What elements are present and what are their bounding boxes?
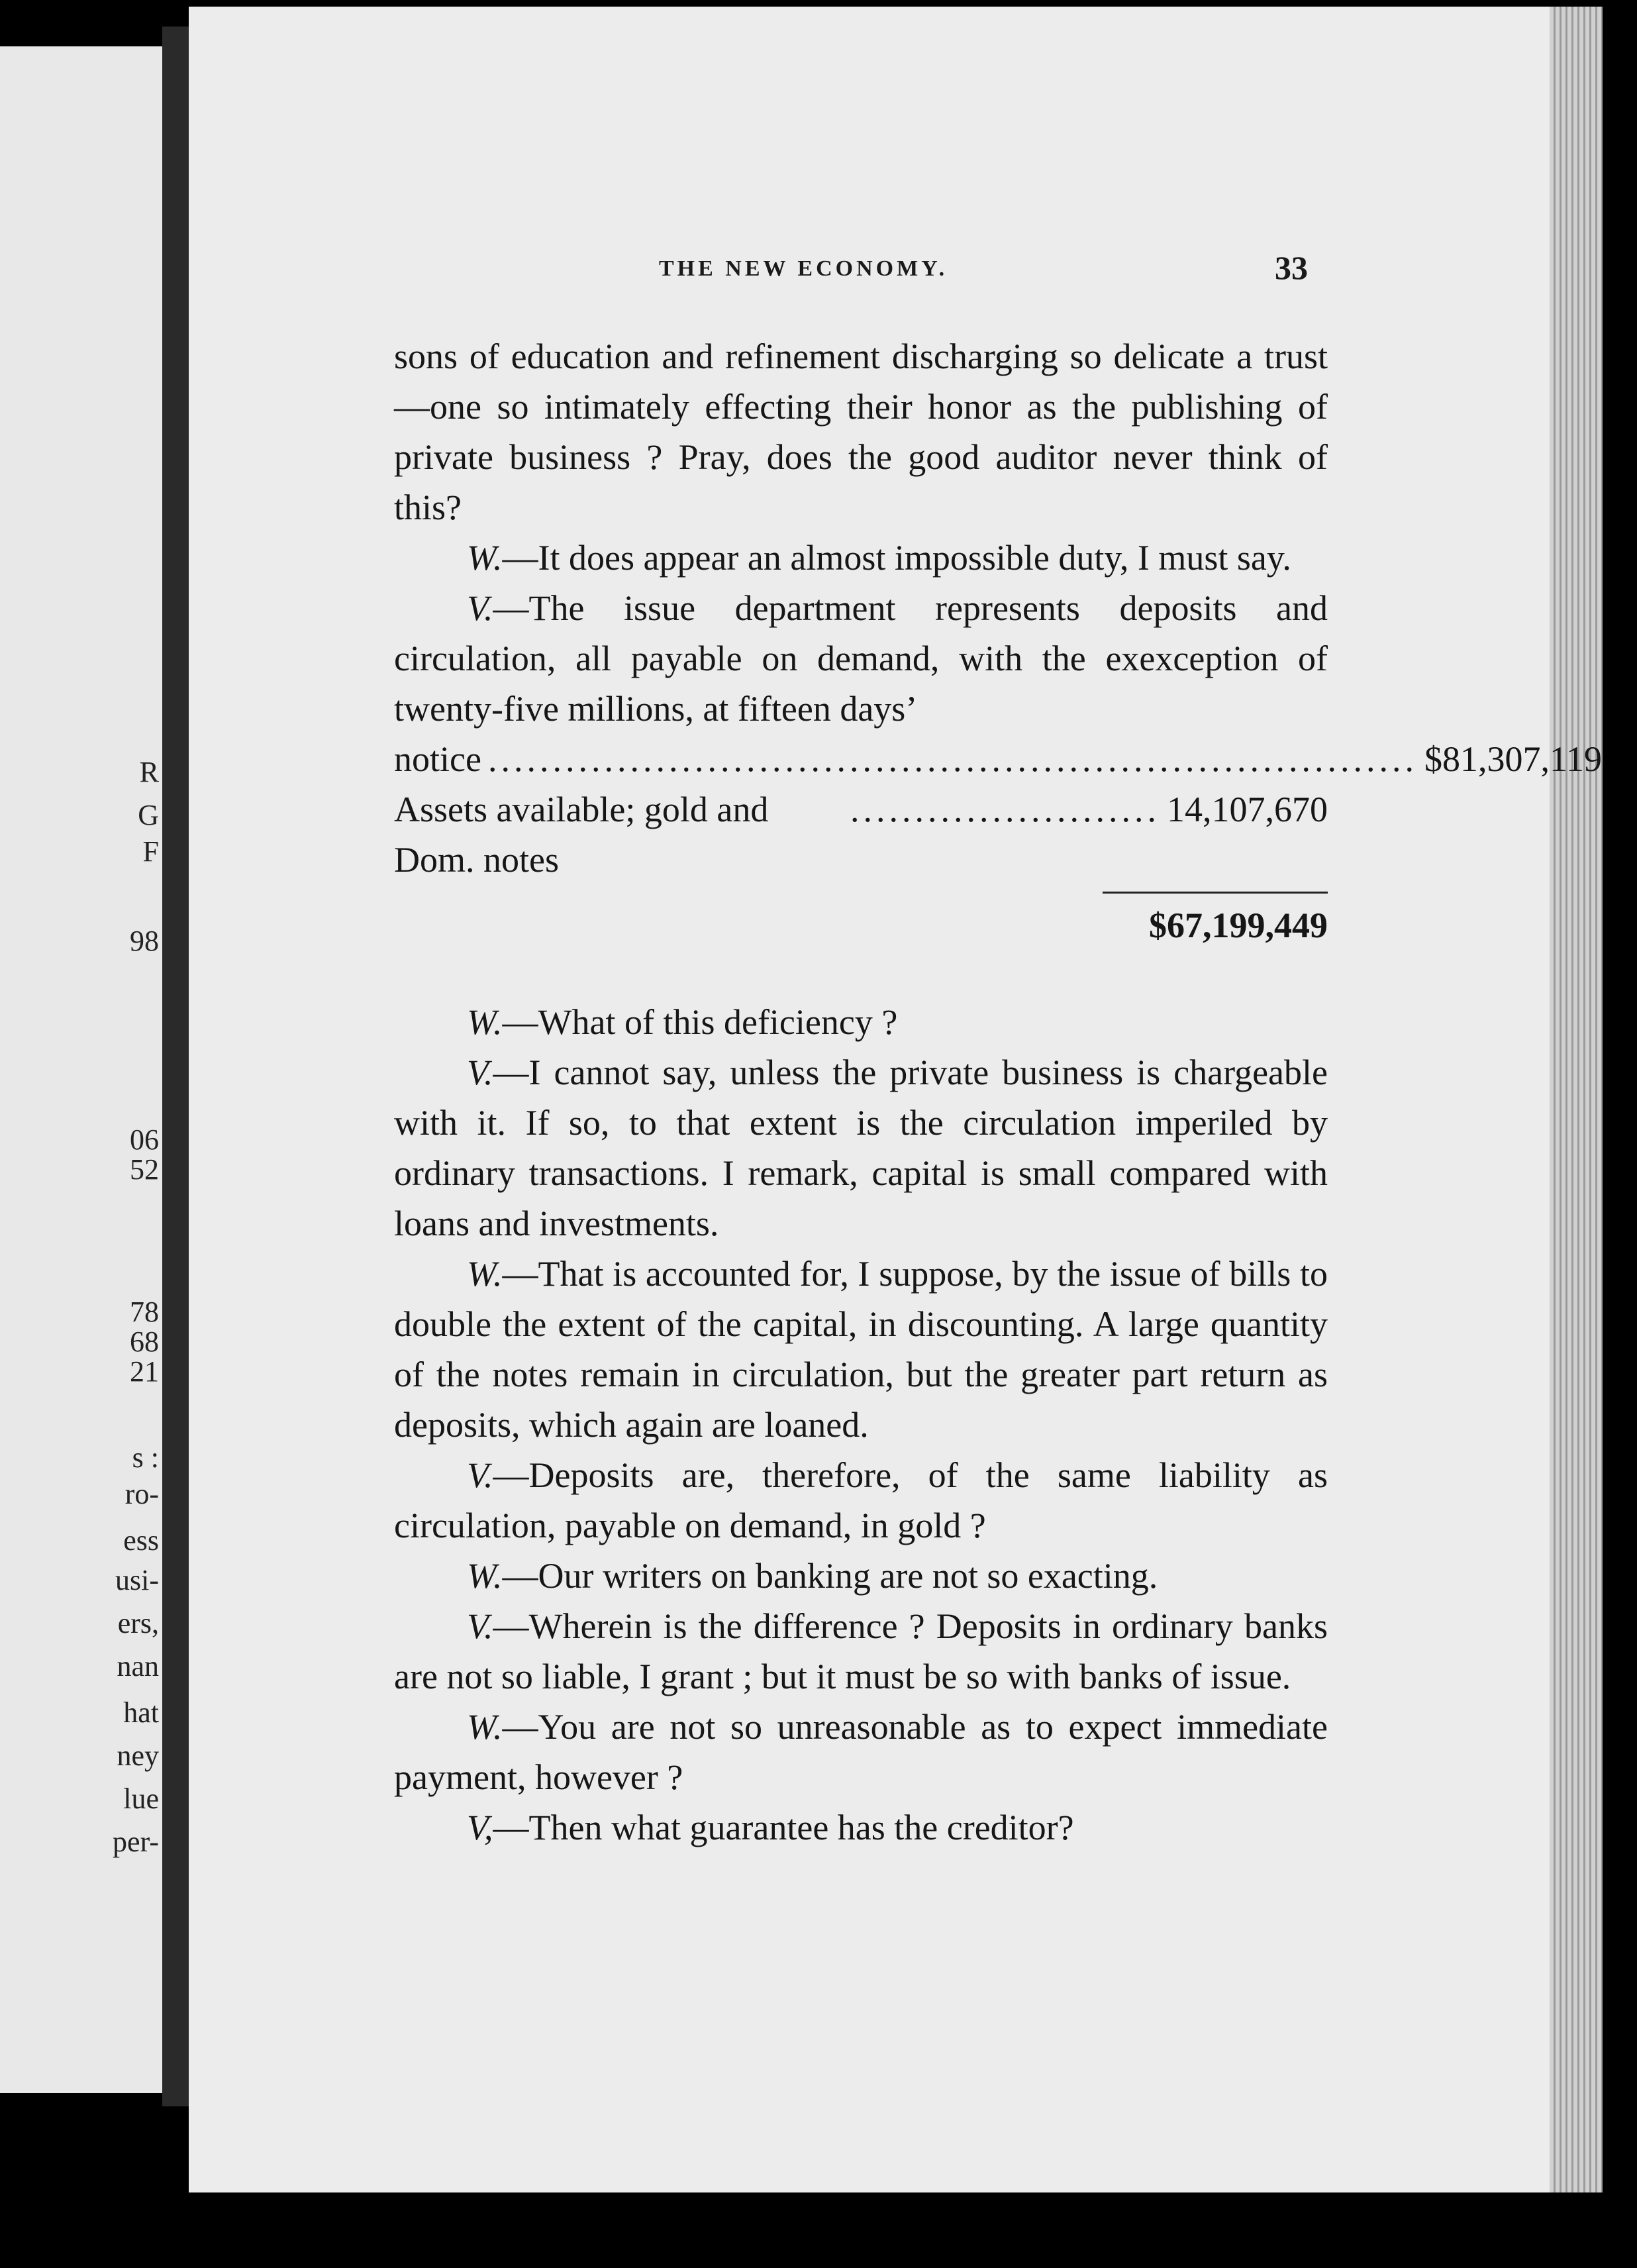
facing-page-fragment: usi- [115,1564,159,1596]
facing-page-fragment: G [138,799,159,831]
speaker-label: V. [467,1606,493,1646]
speaker-label: V. [467,1053,493,1092]
ledger-total: $67,199,449 [1149,905,1328,945]
ledger-amount: $81,307,119 [1424,739,1602,779]
page-header [473,248,1308,295]
facing-page-fragment: 52 [130,1153,159,1186]
sum-rule [1103,892,1328,894]
paragraph [394,1047,1328,1249]
paragraph-text: —Our writers on banking are not so exacting. [502,1556,1158,1596]
paragraph-text: —I cannot say, unless the private business is chargeable with it. If so, to that extent is the circulation imperiled by ordinary transactions. I remark, capital is small compared with loans and investments. [394,1053,1328,1243]
running-head: THE NEW ECONOMY. [659,256,948,281]
speaker-label: V, [467,1808,493,1847]
facing-page-fragment: F [142,835,159,868]
paragraph-text: —Wherein is the difference ? Deposits in ordinary banks are not so liable, I grant ; but it must be so with banks of issue. [394,1606,1328,1696]
facing-page-fragment: ney [117,1739,159,1772]
paragraph [394,1802,1328,1853]
speaker-label: W. [467,1707,503,1747]
speaker-label: V. [467,1455,493,1495]
paragraph-text: —That is accounted for, I suppose, by the issue of bills to double the extent of the capital, in discounting. A large quantity of the notes remain in circulation, but the greater part return as deposits, which again are loaned. [394,1254,1328,1445]
paragraph [394,1702,1328,1802]
paragraph [394,1249,1328,1450]
facing-page-fragment: ro- [124,1478,159,1510]
body-text [394,331,1602,1853]
paragraph [394,1450,1328,1551]
facing-page-fragment: ers, [117,1607,159,1639]
speaker-label: W. [467,1254,503,1294]
speaker-label: V. [467,588,493,628]
paragraph [394,533,1328,583]
ledger-label: notice [394,739,481,779]
facing-page-fragment: nan [117,1650,159,1682]
facing-page-fragment: ess [123,1524,159,1557]
paragraph [394,1601,1328,1702]
facing-page-fragment: per- [113,1826,159,1858]
paragraph-text: —It does appear an almost impossible duty, I must say. [502,538,1291,578]
speaker-label: W. [467,1556,503,1596]
facing-page-fragment: 98 [130,925,159,957]
paragraph-text: —You are not so unreasonable as to expect immediate payment, however ? [394,1707,1328,1797]
speaker-label: W. [467,538,503,578]
ledger-amount: 14,107,670 [1167,790,1328,829]
ledger-row-assets [394,784,1328,885]
facing-page-fragment: 68 [130,1325,159,1358]
leader-dots: ........................................................................ [487,739,1418,779]
book-gutter [162,26,189,2106]
paragraph-text: —Deposits are, therefore, of the same liability as circulation, payable on demand, in gold ? [394,1455,1328,1545]
ledger-label: Assets available; gold and Dom. notes [394,790,769,880]
ledger-row-notice [394,734,1602,784]
facing-page-fragment: 21 [130,1355,159,1388]
paragraph: sons of education and refinement discharging so delicate a trust—one so intimately effecting their honor as the publishing of private business ? Pray, does the good auditor never think of this? [394,336,1328,527]
facing-page-fragment: 78 [130,1296,159,1328]
page-number: 33 [1275,249,1308,286]
paragraph-text: —Then what guarantee has the creditor? [493,1808,1074,1847]
page-edges [1550,7,1603,2192]
paragraph-text: —What of this deficiency ? [502,1002,898,1042]
paragraph-text: —The issue department represents deposits and circulation, all payable on demand, with the exexception of twenty-five millions, at fifteen days’ [394,588,1328,729]
leader-dots: ........................ [850,790,1160,829]
facing-page-fragment: hat [123,1696,159,1729]
facing-page-fragment: s : [132,1441,159,1474]
facing-page-fragment: lue [123,1782,159,1815]
facing-page-fragment: R [139,756,159,788]
paragraph [394,1551,1328,1601]
paragraph [394,997,1328,1047]
paragraph [394,583,1328,734]
speaker-label: W. [467,1002,503,1042]
facing-page-fragment: 06 [130,1123,159,1156]
